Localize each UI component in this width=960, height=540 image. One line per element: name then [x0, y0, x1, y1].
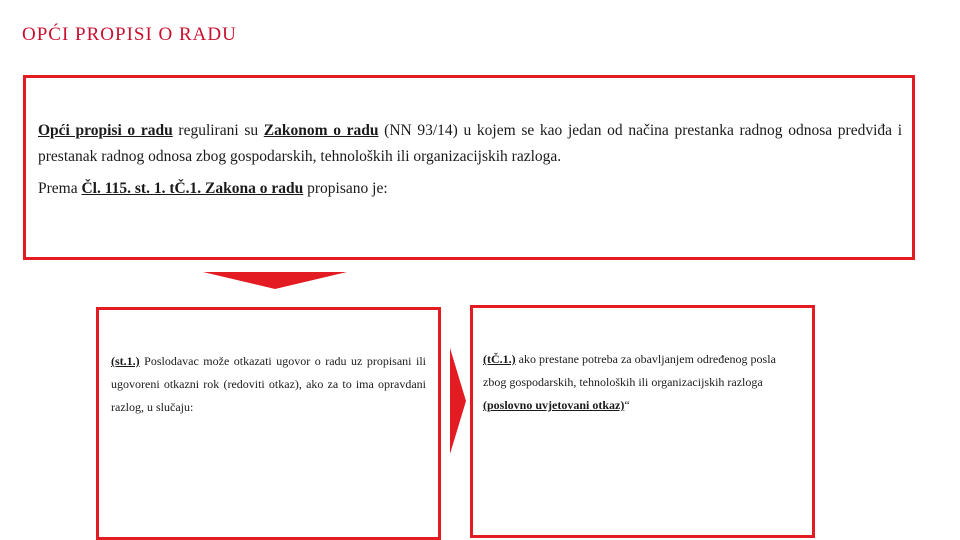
left-ref: (st.1.) — [111, 354, 140, 368]
right-text-box — [470, 305, 815, 538]
intro-bold-1: Opći propisi o radu — [38, 122, 173, 139]
left-text-box — [96, 307, 441, 540]
right-ref: (tČ.1.) — [483, 352, 516, 366]
page-title: OPĆI PROPISI O RADU — [22, 24, 237, 45]
intro-text-2: (NN 93/14) u kojem se kao jedan od načina prestanka radnog odnosa predviđa i prestanak radnog odnosa zbog gospodarskih, tehnoloških ili organizacijskih razloga. — [38, 122, 903, 165]
left-paragraph — [111, 350, 426, 419]
right-emphasis: (poslovno uvjetovani otkaz) — [483, 398, 625, 412]
right-text-1: ako prestane potreba za obavljanjem određenog posla zbog gospodarskih, tehnoloških ili organizacijskih razloga — [483, 352, 776, 389]
article-reference: Čl. 115. st. 1. tČ.1. Zakona o radu — [81, 180, 304, 197]
intro-paragraph — [38, 118, 902, 170]
intro-bold-2: Zakonom o radu — [263, 122, 379, 139]
left-text: Poslodavac može otkazati ugovor o radu uz propisani ili ugovoreni otkazni rok (redoviti otkaz), ako za to ima opravdani razlog, u slučaju: — [111, 354, 426, 414]
article-text-1: Prema — [38, 180, 82, 197]
right-paragraph — [483, 348, 800, 417]
arrow-down-icon — [203, 272, 347, 290]
article-paragraph — [38, 176, 902, 202]
article-text-2: propisano je: — [303, 180, 388, 197]
intro-text-1: regulirani su — [172, 122, 264, 139]
arrow-right-icon — [450, 348, 467, 454]
main-text-box — [23, 75, 915, 260]
right-text-2: “ — [624, 398, 630, 412]
